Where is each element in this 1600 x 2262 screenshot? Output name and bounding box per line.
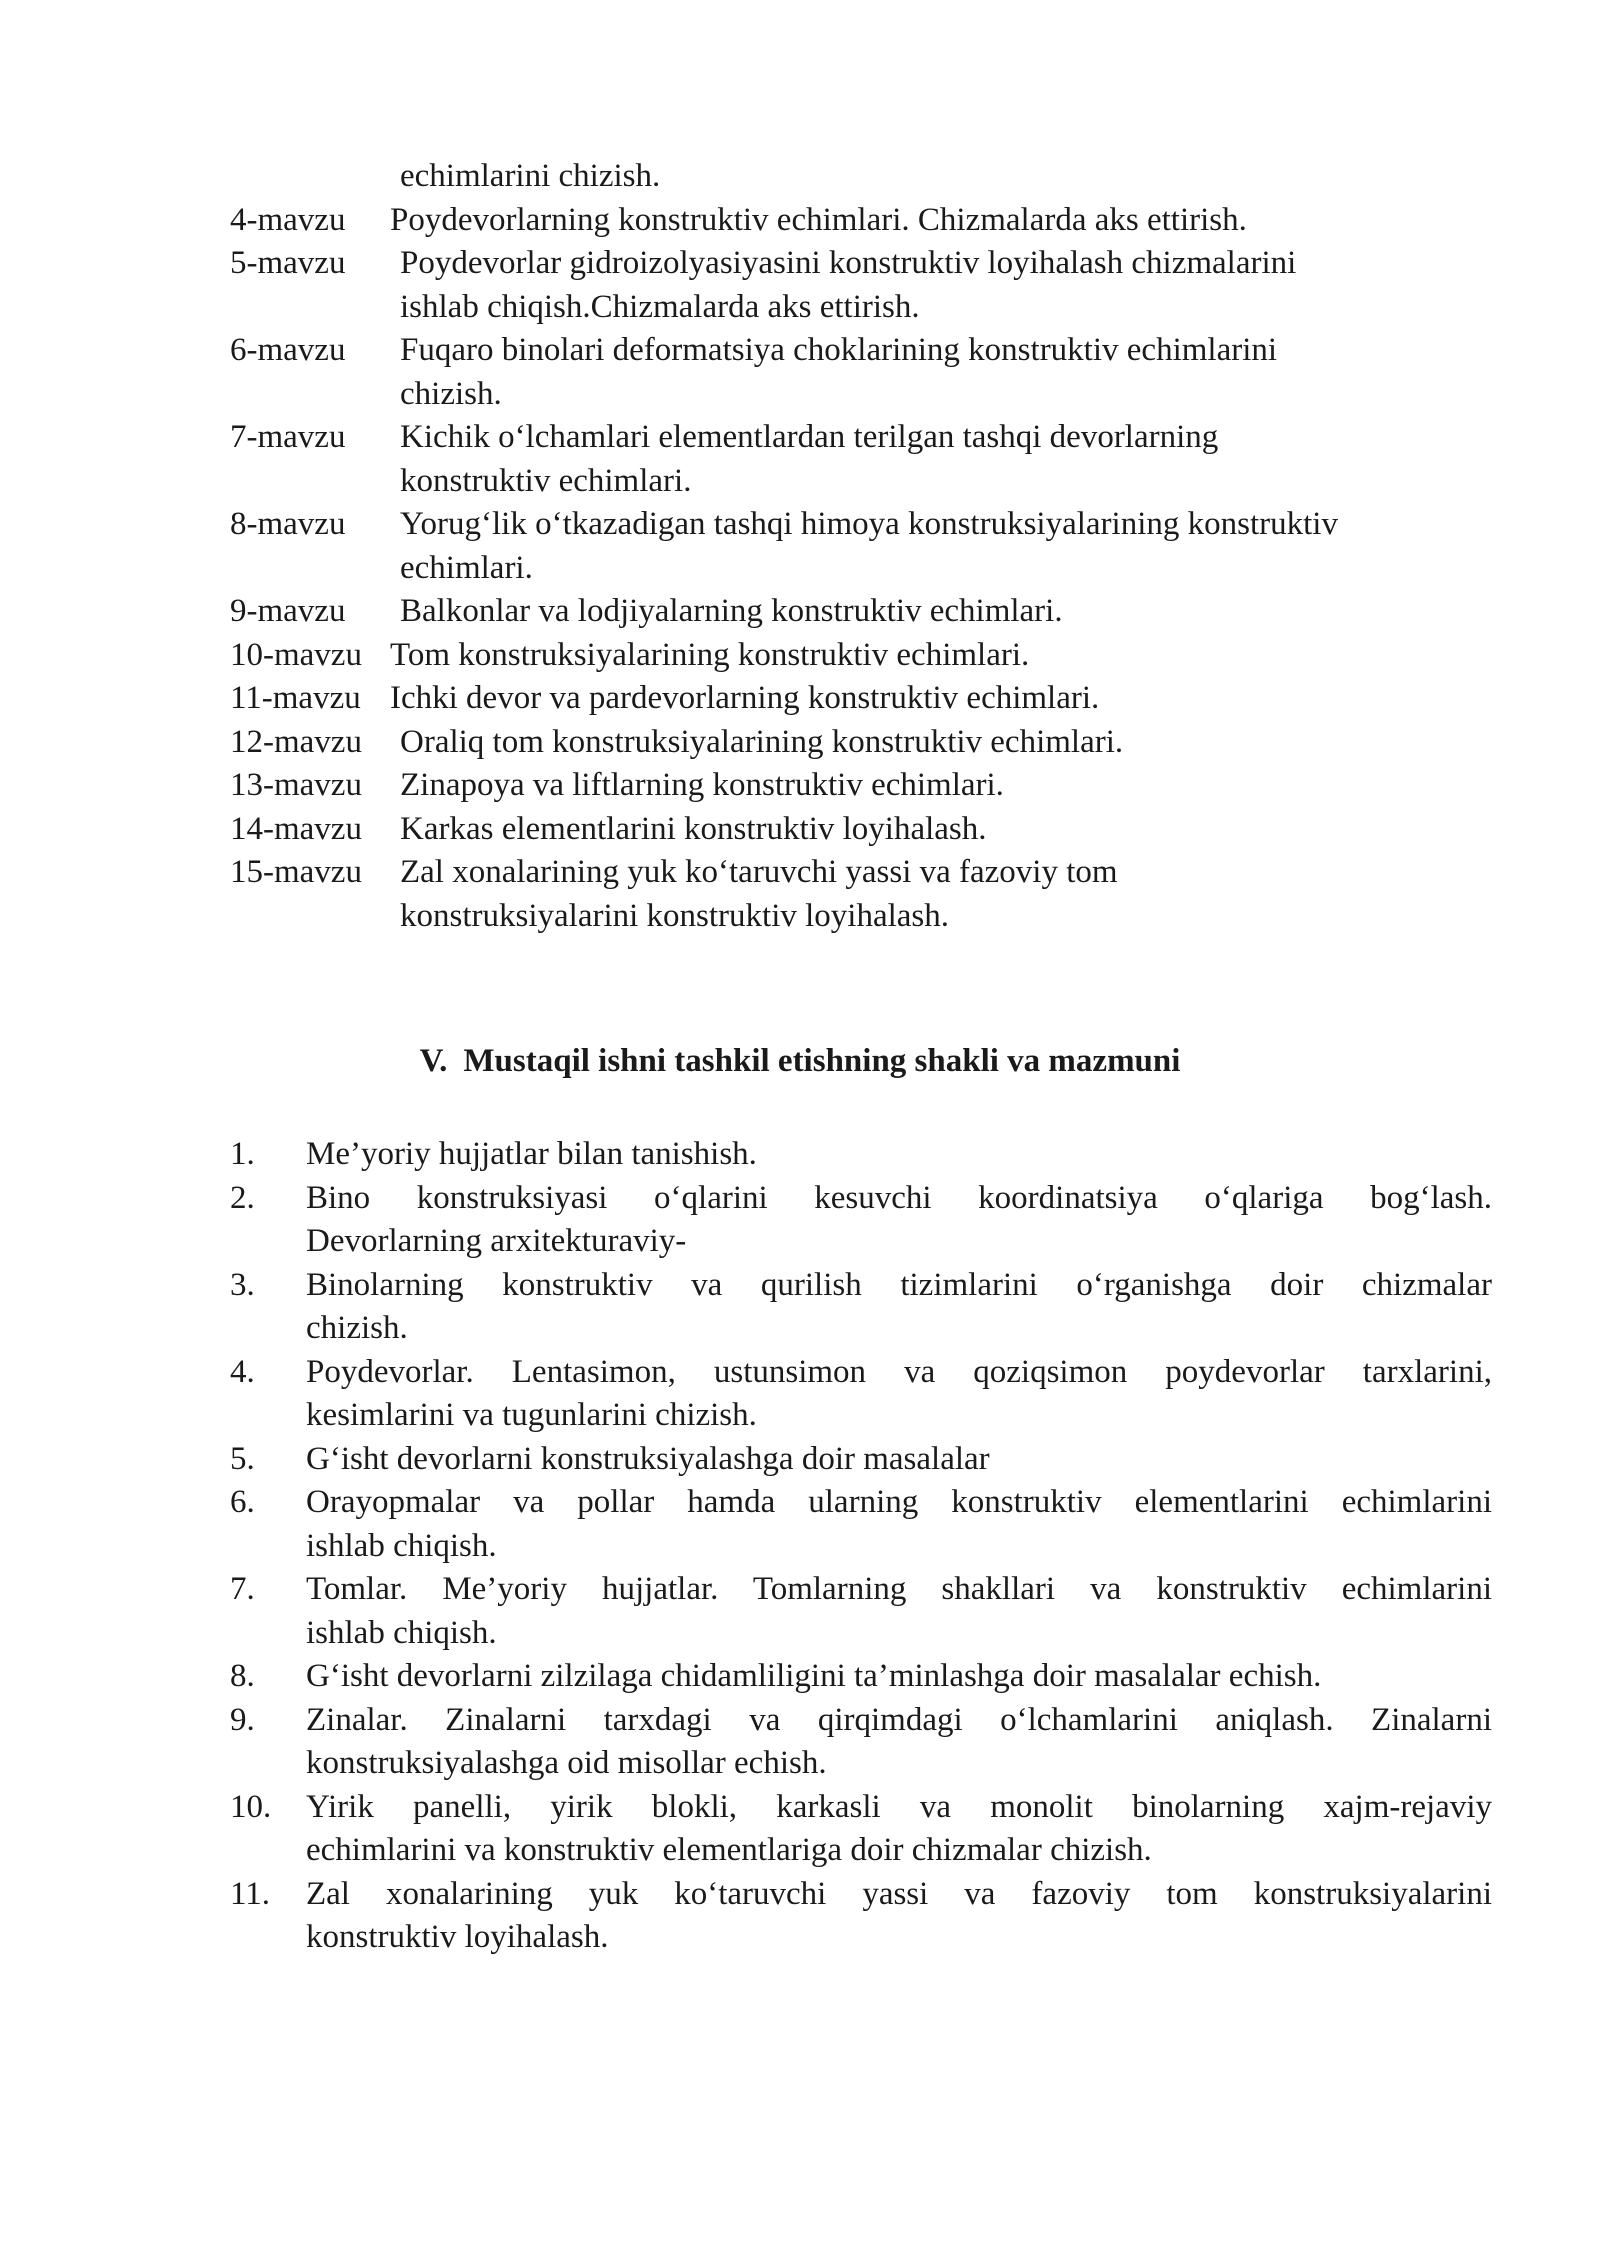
topic-label: 5-mavzu xyxy=(230,245,346,281)
task-text-line: Zinalar. Zinalarni tarxdagi va qirqimdagi o‘lchamlarini aniqlash. Zinalarni xyxy=(306,1701,1492,1738)
task-item xyxy=(230,1786,1492,1873)
task-number: 6. xyxy=(230,1484,255,1520)
section-number: V. xyxy=(419,1043,448,1079)
topic-text xyxy=(390,634,1029,678)
task-item xyxy=(230,1264,1492,1351)
task-number: 3. xyxy=(230,1266,255,1303)
topic-text xyxy=(400,416,1218,503)
topic-item xyxy=(230,677,1500,721)
task-list xyxy=(230,1133,1492,1960)
topic-text-line: konstruksiyalarini konstruktiv loyihalash. xyxy=(400,897,950,934)
task-item xyxy=(230,1873,1492,1960)
task-text-line: chizish. xyxy=(306,1310,408,1346)
topic-label: 11-mavzu xyxy=(230,680,361,716)
task-item xyxy=(230,1438,1492,1482)
topic-text xyxy=(390,677,1099,721)
topic-label-empty xyxy=(230,155,400,199)
task-text xyxy=(306,1568,1492,1655)
topic-text-line: Oraliq tom konstruksiyalarining konstruktiv echimlari. xyxy=(400,723,1124,760)
topic-text-line: ishlab chiqish.Chizmalarda aks ettirish. xyxy=(400,288,920,325)
topic-item xyxy=(230,329,1500,416)
task-text-line: Orayopmalar va pollar hamda ularning konstruktiv elementlarini echimlarini xyxy=(306,1484,1492,1520)
task-text-line: Poydevorlar. Lentasimon, ustunsimon va qoziqsimon poydevorlar tarxlarini, xyxy=(306,1353,1492,1390)
topic-item xyxy=(230,808,1500,852)
topic-text xyxy=(400,503,1338,590)
topic-label: 12-mavzu xyxy=(230,723,362,760)
topic-text-line: Yorug‘lik o‘tkazadigan tashqi himoya konstruksiyalarining konstruktiv xyxy=(400,506,1338,542)
section-title: Mustaqil ishni tashkil etishning shakli va mazmuni xyxy=(463,1043,1181,1079)
task-item xyxy=(230,1699,1492,1786)
topic-text xyxy=(400,329,1277,416)
topic-label: 6-mavzu xyxy=(230,332,346,368)
task-text-line: Bino konstruksiyasi o‘qlarini kesuvchi koordinatsiya o‘qlariga bog‘lash. xyxy=(306,1179,1492,1216)
task-text-line: Tomlar. Me’yoriy hujjatlar. Tomlarning shakllari va konstruktiv echimlarini xyxy=(306,1571,1492,1607)
task-text-line: ishlab chiqish. xyxy=(306,1614,497,1651)
task-text xyxy=(306,1438,1492,1482)
task-text-line: Me’yoriy hujjatlar bilan tanishish. xyxy=(306,1136,757,1172)
topic-text-line: Ichki devor va pardevorlarning konstruktiv echimlari. xyxy=(390,680,1100,716)
topic-label: 9-mavzu xyxy=(230,593,346,629)
topic-text xyxy=(400,242,1296,329)
task-item xyxy=(230,1655,1492,1699)
topic-label: 10-mavzu xyxy=(230,636,362,673)
task-text-line: kesimlarini va tugunlarini chizish. xyxy=(306,1397,757,1433)
topic-label: 13-mavzu xyxy=(230,767,362,803)
task-text xyxy=(306,1177,1492,1264)
topic-text-line: Balkonlar va lodjiyalarning konstruktiv echimlari. xyxy=(400,593,1063,629)
task-text-line: konstruktiv loyihalash. xyxy=(306,1919,609,1955)
topic-text xyxy=(400,764,1004,808)
topic-label: 14-mavzu xyxy=(230,810,362,847)
topic-text-line: konstruktiv echimlari. xyxy=(400,462,692,499)
topic-text xyxy=(400,851,1118,938)
topic-label: 7-mavzu xyxy=(230,419,346,455)
topic-item xyxy=(230,764,1500,808)
topic-text-line: echimlari. xyxy=(400,549,533,586)
topic-text-line: Fuqaro binolari deformatsiya choklarining konstruktiv echimlarini xyxy=(400,332,1278,368)
task-number: 9. xyxy=(230,1701,255,1738)
task-item xyxy=(230,1177,1492,1264)
topic-text-line: Zal xonalarining yuk ko‘taruvchi yassi va fazoviy tom xyxy=(400,854,1118,890)
task-item xyxy=(230,1481,1492,1568)
task-item xyxy=(230,1133,1492,1177)
topic-text xyxy=(400,721,1123,765)
topic-item xyxy=(230,851,1500,938)
task-text-line: Devorlarning arxitekturaviy- xyxy=(306,1223,687,1259)
topic-text xyxy=(400,590,1063,634)
task-text xyxy=(306,1699,1492,1786)
task-text-line: Binolarning konstruktiv va qurilish tizimlarini o‘rganishga doir chizmalar xyxy=(306,1266,1492,1303)
task-text xyxy=(306,1133,1492,1177)
task-text xyxy=(306,1786,1492,1873)
topic-text-line: Karkas elementlarini konstruktiv loyihalash. xyxy=(400,810,987,847)
task-text xyxy=(306,1873,1492,1960)
task-text xyxy=(306,1351,1492,1438)
topic-label: 15-mavzu xyxy=(230,854,362,890)
topic-text-line: Tom konstruksiyalarining konstruktiv echimlari. xyxy=(390,636,1030,673)
topic-item xyxy=(230,416,1500,503)
task-text-line: konstruksiyalashga oid misollar echish. xyxy=(306,1745,827,1781)
topic-text-line: Poydevorlar gidroizolyasiyasini konstruktiv loyihalash chizmalarini xyxy=(400,245,1297,281)
topic-text-line: echimlarini chizish. xyxy=(400,158,661,194)
task-number: 2. xyxy=(230,1179,255,1216)
task-number: 8. xyxy=(230,1658,255,1694)
topic-item xyxy=(230,242,1500,329)
topic-label: 4-mavzu xyxy=(230,201,346,238)
topic-text xyxy=(400,808,987,852)
topic-item xyxy=(230,721,1500,765)
topic-text-line: Zinapoya va liftlarning konstruktiv echimlari. xyxy=(400,767,1004,803)
task-text-line: G‘isht devorlarni zilzilaga chidamliligini ta’minlashga doir masalalar echish. xyxy=(306,1658,1322,1694)
task-text-line: Zal xonalarining yuk ko‘taruvchi yassi va fazoviy tom konstruksiyalarini xyxy=(306,1875,1492,1912)
task-text-line: G‘isht devorlarni konstruksiyalashga doir masalalar xyxy=(306,1440,990,1477)
topic-text xyxy=(390,199,1247,243)
task-text-line: Yirik panelli, yirik blokli, karkasli va monolit binolarning xajm-rejaviy xyxy=(306,1788,1492,1825)
topic-item xyxy=(230,590,1500,634)
topic-text-line: chizish. xyxy=(400,375,502,412)
topic-list xyxy=(230,155,1500,938)
task-text xyxy=(306,1655,1492,1699)
topic-continuation xyxy=(230,155,1500,199)
task-number: 11. xyxy=(230,1875,271,1912)
topic-item xyxy=(230,503,1500,590)
topic-text xyxy=(400,155,660,199)
task-text xyxy=(306,1264,1492,1351)
task-item xyxy=(230,1351,1492,1438)
task-number: 1. xyxy=(230,1136,255,1172)
task-number: 5. xyxy=(230,1440,255,1477)
task-text-line: ishlab chiqish. xyxy=(306,1527,497,1564)
task-item xyxy=(230,1568,1492,1655)
task-number: 10. xyxy=(230,1788,272,1825)
topic-text-line: Kichik o‘lchamlari elementlardan terilgan tashqi devorlarning xyxy=(400,419,1219,455)
topic-text-line: Poydevorlarning konstruktiv echimlari. Chizmalarda aks ettirish. xyxy=(390,201,1247,238)
topic-item xyxy=(230,634,1500,678)
task-text xyxy=(306,1481,1492,1568)
task-number: 4. xyxy=(230,1353,255,1390)
section-heading xyxy=(0,1040,1600,1084)
topic-item xyxy=(230,199,1500,243)
topic-label: 8-mavzu xyxy=(230,506,346,542)
task-text-line: echimlarini va konstruktiv elementlariga doir chizmalar chizish. xyxy=(306,1832,1152,1868)
task-number: 7. xyxy=(230,1571,255,1607)
